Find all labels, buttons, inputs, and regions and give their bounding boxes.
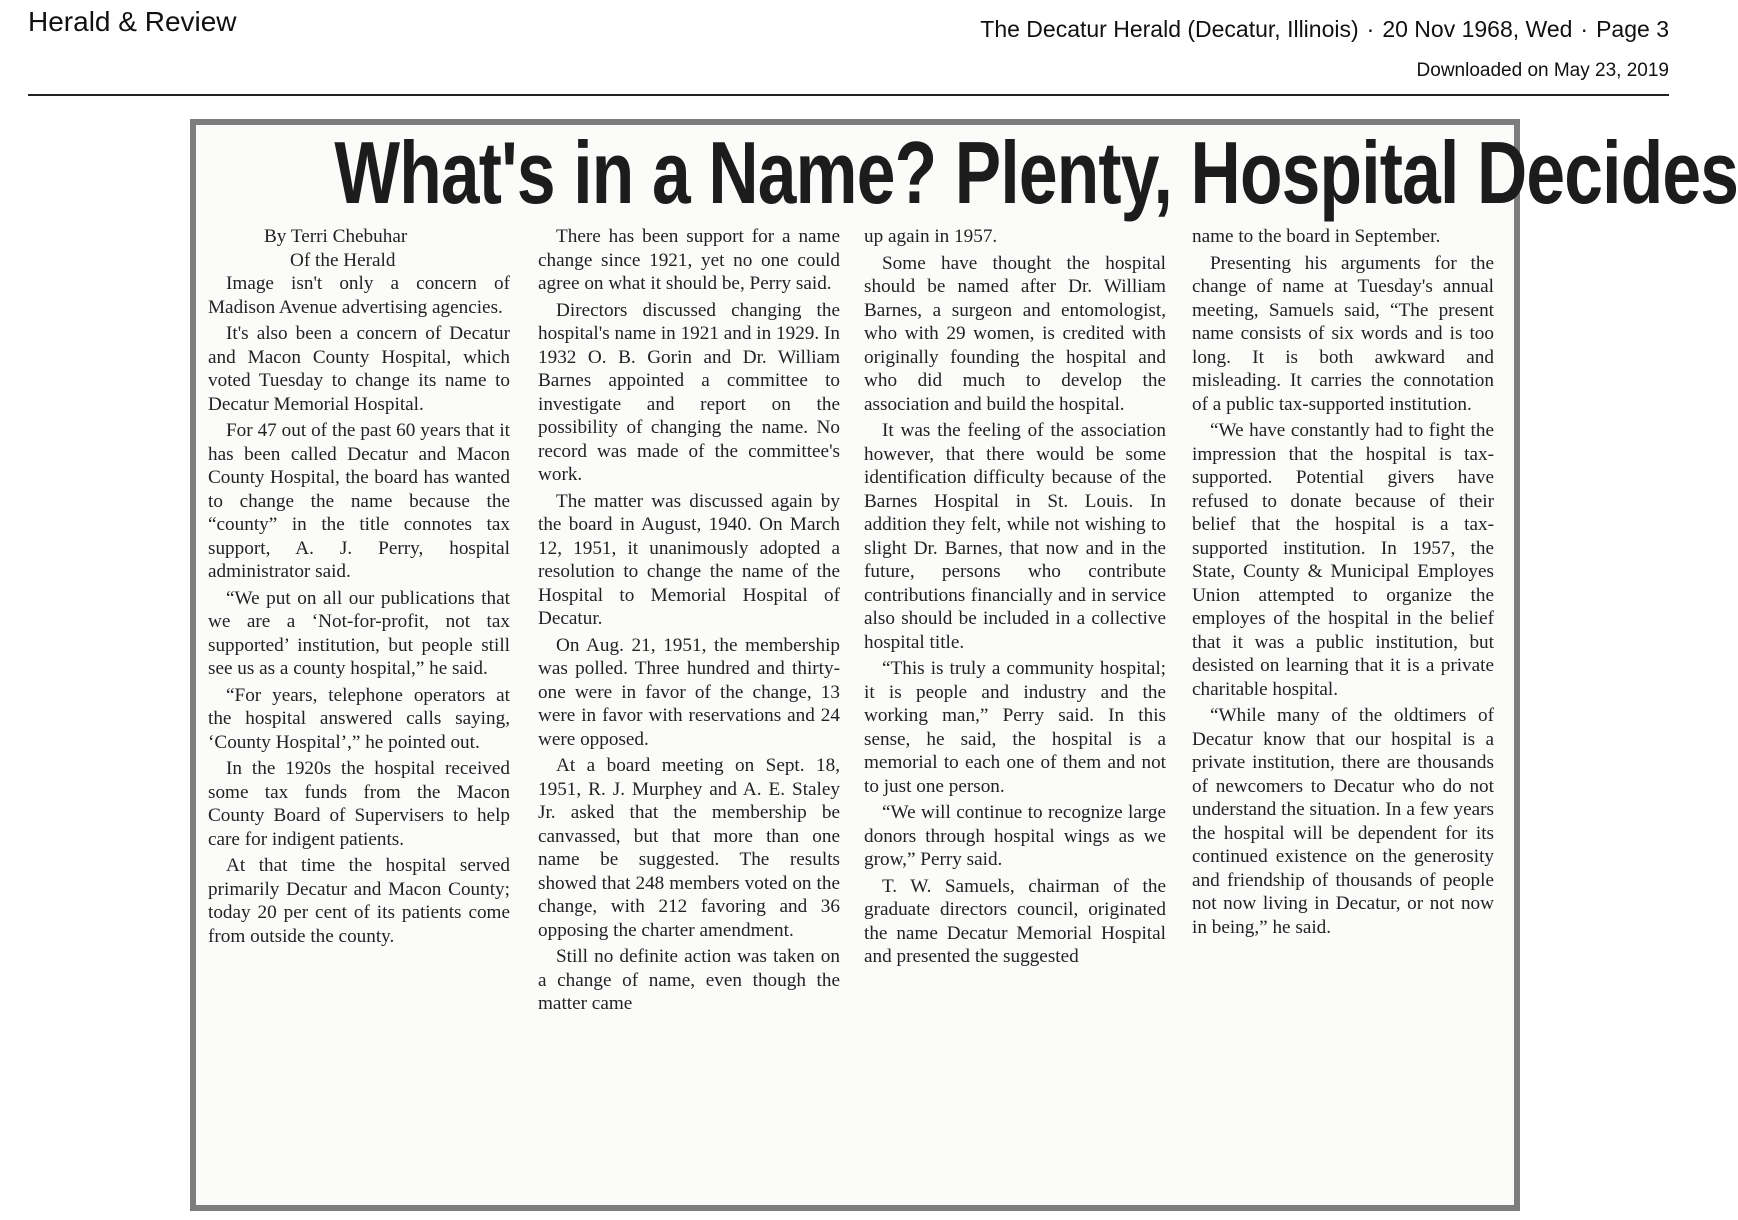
- article-column-1: [208, 225, 510, 1205]
- header-divider: [28, 94, 1669, 96]
- paragraph: Presenting his arguments for the change of name at Tuesday's annual meeting, Samuels said, “The present name consists of six words and is too long. It is both awkward and misleading. It carries the connotation of a public tax-supported institution.: [1192, 252, 1494, 415]
- byline-affiliation: Of the Herald: [290, 249, 396, 271]
- article-column-4: [1192, 225, 1494, 1205]
- article-column-3: [864, 225, 1166, 1205]
- paragraph: “We will continue to recognize large donors through hospital wings as we grow,” Perry said.: [864, 802, 1166, 870]
- paragraph: In the 1920s the hospital received some tax funds from the Macon County Board of Supervisers to help care for indigent patients.: [208, 758, 510, 850]
- paragraph: Still no definite action was taken on a change of name, even though the matter came: [538, 946, 840, 1014]
- article-headline: What's in a Name? Plenty, Hospital Decides: [334, 123, 1738, 222]
- publisher-logo-text: Herald & Review: [28, 6, 237, 37]
- page-number: Page 3: [1596, 16, 1669, 42]
- paragraph: For 47 out of the past 60 years that it has been called Decatur and Macon County Hospital, the board has wanted to change the name because the “county” in the title connotes tax support, A. J. Perry, hospital administrator said.: [208, 420, 510, 582]
- byline: By Terri Chebuhar: [264, 226, 408, 247]
- paragraph: “For years, telephone operators at the hospital answered calls saying, ‘County Hospital’,” he pointed out.: [208, 684, 510, 753]
- paragraph: Directors discussed changing the hospital's name in 1921 and in 1929. In 1932 O. B. Gorin and Dr. William Barnes appointed a committee to investigate and report on the possibility of changing the name. No record was made of the committee's work.: [538, 299, 840, 485]
- paragraph: It was the feeling of the association however, that there would be some identification difficulty because of the Barnes Hospital in St. Louis. In addition they felt, while not wishing to slight Dr. Barnes, that now and in the future, persons who contribute contributions financially and in service also should be included in a collective hospital title.: [864, 420, 1166, 653]
- paragraph: name to the board in September.: [1192, 226, 1441, 247]
- paragraph: There has been support for a name change since 1921, yet no one could agree on what it should be, Perry said.: [538, 226, 840, 294]
- paragraph: “While many of the oldtimers of Decatur know that our hospital is a private institution, there are thousands of newcomers to Decatur who do not understand the situation. In a few years the hospital will be dependent for its continued existence on the generosity and friendship of thousands of people not now living in Decatur, or not now in being,” he said.: [1192, 705, 1494, 938]
- paragraph: up again in 1957.: [864, 226, 998, 247]
- separator: ·: [1366, 16, 1375, 42]
- paragraph: “We have constantly had to fight the impression that the hospital is tax-supported. Potential givers have refused to donate because of their belief that the hospital is a tax-supported institution. In 1957, the State, County & Municipal Employes Union attempted to organize the employes of the hospital in the belief that it was a public institution, but desisted on learning that it is a private charitable hospital.: [1192, 420, 1494, 700]
- paragraph: “We put on all our publications that we are a ‘Not-for-profit, not tax supported’ institution, but people still see us as a county hospital,” he said.: [208, 587, 510, 679]
- paragraph: The matter was discussed again by the board in August, 1940. On March 12, 1951, it unanimously adopted a resolution to change the name of the Hospital to Memorial Hospital of Decatur.: [538, 490, 840, 629]
- source-info: [980, 16, 1669, 43]
- paragraph: At that time the hospital served primarily Decatur and Macon County; today 20 per cent of its patients come from outside the county.: [208, 855, 510, 947]
- paragraph: On Aug. 21, 1951, the membership was polled. Three hundred and thirty-one were in favor of the change, 13 were in favor with reservations and 24 were opposed.: [538, 634, 840, 750]
- issue-date: 20 Nov 1968, Wed: [1382, 16, 1573, 42]
- newspaper-clipping: [190, 119, 1738, 1211]
- newspaper-name: The Decatur Herald (Decatur, Illinois): [980, 16, 1359, 42]
- paragraph: At a board meeting on Sept. 18, 1951, R. J. Murphey and A. E. Staley Jr. asked that the membership be canvassed, but that more than one name be suggested. The results showed that 248 members voted on the change, with 212 favoring and 36 opposing the charter amendment.: [538, 755, 840, 941]
- paragraph: “This is truly a community hospital; it is people and industry and the working man,” Perry said. In this sense, he said, the hospital is a memorial to each one of them and not to just one person.: [864, 658, 1166, 797]
- download-date: Downloaded on May 23, 2019: [1416, 60, 1669, 81]
- paragraph: It's also been a concern of Decatur and Macon County Hospital, which voted Tuesday to change its name to Decatur Memorial Hospital.: [208, 323, 510, 415]
- paragraph: Image isn't only a concern of Madison Avenue advertising agencies.: [208, 273, 510, 318]
- paragraph: Some have thought the hospital should be named after Dr. William Barnes, a surgeon and entomologist, who with 29 women, is credited with originally founding the hospital and who did much to develop the association and build the hospital.: [864, 252, 1166, 415]
- paragraph: T. W. Samuels, chairman of the graduate directors council, originated the name Decatur Memorial Hospital and presented the suggested: [864, 875, 1166, 967]
- separator: ·: [1580, 16, 1589, 42]
- article-column-2: [538, 225, 840, 1205]
